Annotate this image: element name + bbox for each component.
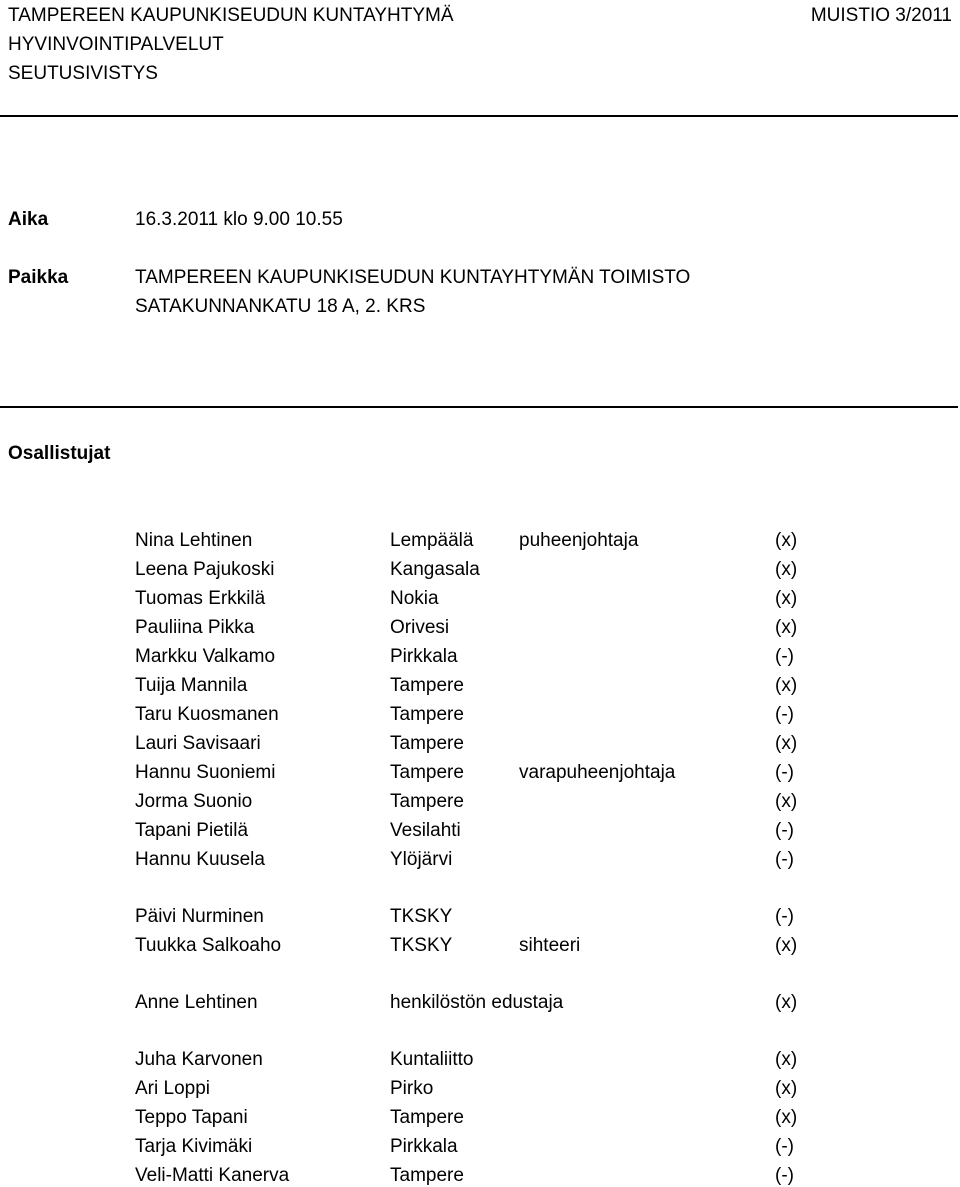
participant-name: Hannu Suoniemi (135, 762, 276, 783)
participant-org: Tampere (390, 791, 464, 812)
header-divider (0, 115, 958, 117)
participant-name: Taru Kuosmanen (135, 704, 279, 725)
participant-org: Vesilahti (390, 820, 461, 841)
participant-org: Pirko (390, 1078, 434, 1099)
participant-status: (-) (775, 762, 794, 783)
participant-org: Tampere (390, 1107, 464, 1128)
time-value: 16.3.2011 klo 9.00 10.55 (135, 209, 343, 230)
participant-name: Ari Loppi (135, 1078, 210, 1099)
org-name: TAMPEREEN KAUPUNKISEUDUN KUNTAYHTYMÄ (8, 5, 454, 26)
time-label: Aika (8, 209, 49, 230)
participant-org: Pirkkala (390, 646, 458, 667)
participant-org: TKSKY (390, 935, 453, 956)
document-id: MUISTIO 3/2011 (810, 5, 952, 26)
participant-name: Jorma Suonio (135, 791, 253, 812)
participant-role: puheenjohtaja (519, 530, 639, 551)
participant-name: Tuukka Salkoaho (135, 935, 282, 956)
participant-status: (-) (775, 1136, 794, 1157)
participant-org: Nokia (390, 588, 439, 609)
participant-org: henkilöstön edustaja (390, 992, 564, 1013)
section-divider (0, 406, 958, 408)
participant-status: (x) (775, 791, 798, 812)
participant-org: Pirkkala (390, 1136, 458, 1157)
participant-status: (x) (775, 935, 798, 956)
participant-role: sihteeri (519, 935, 581, 956)
participant-status: (x) (775, 588, 798, 609)
place-line-1: TAMPEREEN KAUPUNKISEUDUN KUNTAYHTYMÄN TOIMISTO (135, 267, 691, 288)
participant-org: Kangasala (390, 559, 480, 580)
participant-org: Ylöjärvi (390, 849, 453, 870)
participant-name: Veli-Matti Kanerva (135, 1165, 290, 1186)
participant-status: (-) (775, 704, 794, 725)
participant-status: (-) (775, 906, 794, 927)
participant-status: (x) (775, 675, 798, 696)
participant-status: (x) (775, 733, 798, 754)
participant-org: Orivesi (390, 617, 450, 638)
participant-name: Teppo Tapani (135, 1107, 248, 1128)
participant-name: Leena Pajukoski (135, 559, 275, 580)
participant-org: Tampere (390, 704, 464, 725)
participant-name: Markku Valkamo (135, 646, 276, 667)
participant-org: TKSKY (390, 906, 453, 927)
participant-org: Tampere (390, 1165, 464, 1186)
participant-name: Lauri Savisaari (135, 733, 261, 754)
participant-status: (x) (775, 559, 798, 580)
participant-name: Tuomas Erkkilä (135, 588, 266, 609)
unit-name: SEUTUSIVISTYS (8, 63, 158, 84)
participant-status: (x) (775, 530, 798, 551)
participant-name: Juha Karvonen (135, 1049, 263, 1070)
place-line-2: SATAKUNNANKATU 18 A, 2. KRS (135, 296, 426, 317)
participant-status: (x) (775, 992, 798, 1013)
participant-name: Tarja Kivimäki (135, 1136, 253, 1157)
participant-status: (x) (775, 1078, 798, 1099)
participant-name: Anne Lehtinen (135, 992, 258, 1013)
participant-name: Hannu Kuusela (135, 849, 265, 870)
participants-heading: Osallistujat (8, 443, 111, 464)
participant-name: Pauliina Pikka (135, 617, 255, 638)
participant-status: (-) (775, 1165, 794, 1186)
participant-status: (-) (775, 849, 794, 870)
participant-status: (x) (775, 1107, 798, 1128)
participant-name: Tapani Pietilä (135, 820, 249, 841)
participant-name: Tuija Mannila (135, 675, 248, 696)
participant-name: Nina Lehtinen (135, 530, 253, 551)
participant-org: Tampere (390, 733, 464, 754)
place-label: Paikka (8, 267, 69, 288)
participant-status: (x) (775, 1049, 798, 1070)
participant-org: Tampere (390, 762, 464, 783)
participant-name: Päivi Nurminen (135, 906, 264, 927)
participant-status: (-) (775, 820, 794, 841)
participant-org: Lempäälä (390, 530, 474, 551)
participant-status: (-) (775, 646, 794, 667)
participant-org: Kuntaliitto (390, 1049, 474, 1070)
participant-org: Tampere (390, 675, 464, 696)
participant-status: (x) (775, 617, 798, 638)
participant-role: varapuheenjohtaja (519, 762, 676, 783)
division-name: HYVINVOINTIPALVELUT (8, 34, 224, 55)
